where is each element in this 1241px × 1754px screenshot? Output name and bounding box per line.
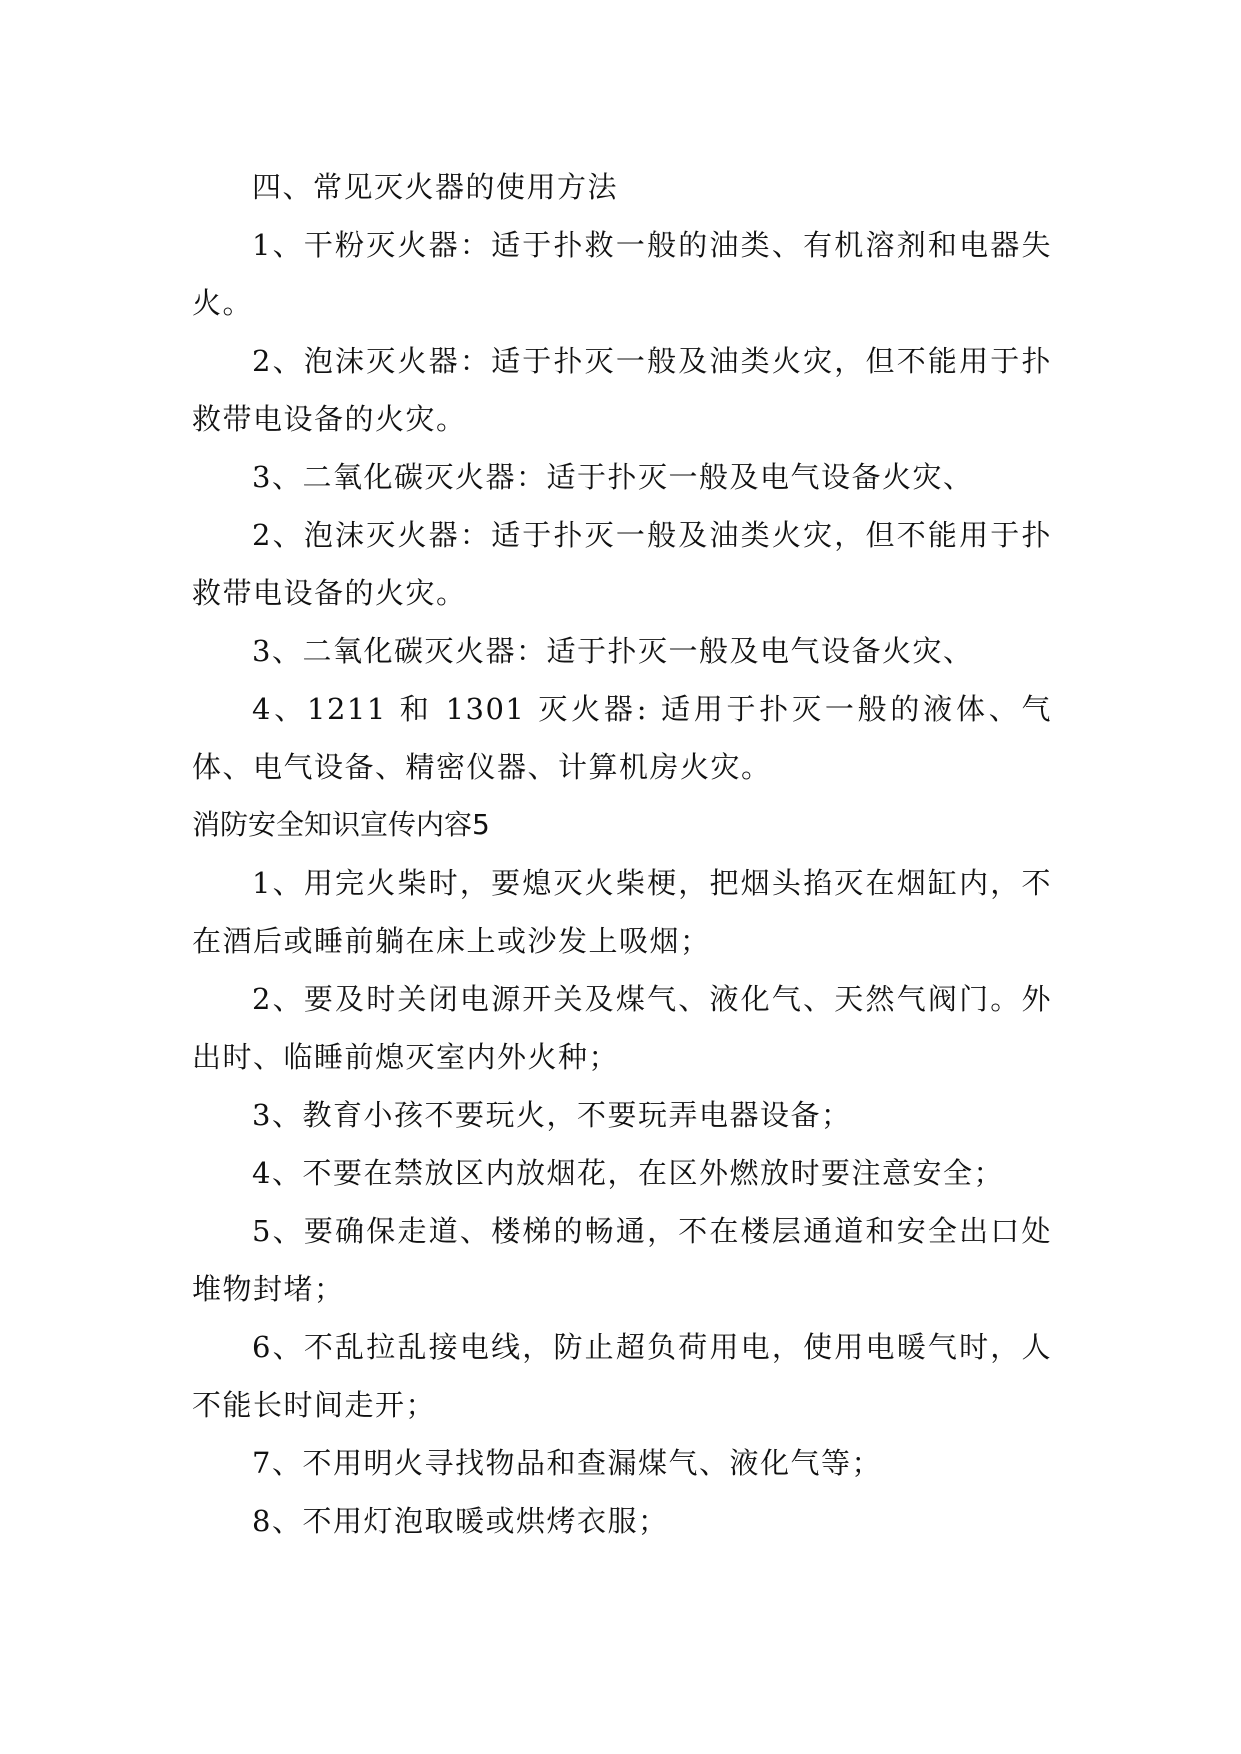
list-item: 7、不用明火寻找物品和查漏煤气、液化气等；	[252, 1446, 882, 1480]
list-item: 1、用完火柴时，要熄灭火柴梗，把烟头掐灭在烟缸内，不在酒后或睡前躺在床上或沙发上吸烟；	[192, 866, 1052, 958]
list-item: 6、不乱拉乱接电线，防止超负荷用电，使用电暖气时，人不能长时间走开；	[192, 1330, 1052, 1422]
document-page	[192, 158, 1052, 1550]
paragraph-dry-powder: 1、干粉灭火器：适于扑救一般的油类、有机溶剂和电器失火。	[192, 228, 1052, 320]
list-item: 8、不用灯泡取暖或烘烤衣服；	[252, 1504, 669, 1538]
list-item: 4、不要在禁放区内放烟花，在区外燃放时要注意安全；	[252, 1156, 1004, 1190]
paragraph-foam: 2、泡沫灭火器：适于扑灭一般及油类火灾，但不能用于扑救带电设备的火灾。	[192, 344, 1052, 436]
section-title: 消防安全知识宣传内容5	[192, 808, 490, 841]
list-item: 3、教育小孩不要玩火，不要玩弄电器设备；	[252, 1098, 852, 1132]
list-item: 2、要及时关闭电源开关及煤气、液化气、天然气阀门。外出时、临睡前熄灭室内外火种；	[192, 982, 1052, 1074]
list-item: 5、要确保走道、楼梯的畅通，不在楼层通道和安全出口处堆物封堵；	[192, 1214, 1052, 1306]
paragraph-co2: 3、二氧化碳灭火器：适于扑灭一般及电气设备火灾、	[252, 460, 974, 494]
paragraph-halon: 4、1211 和 1301 灭火器: 适用于扑灭一般的液体、气体、电气设备、精密仪器、计算机房火灾。	[192, 692, 1052, 784]
paragraph-co2-repeat: 3、二氧化碳灭火器：适于扑灭一般及电气设备火灾、	[252, 634, 974, 668]
section-heading-extinguisher-methods: 四、常见灭火器的使用方法	[252, 170, 619, 204]
paragraph-foam-repeat: 2、泡沫灭火器：适于扑灭一般及油类火灾，但不能用于扑救带电设备的火灾。	[192, 518, 1052, 610]
